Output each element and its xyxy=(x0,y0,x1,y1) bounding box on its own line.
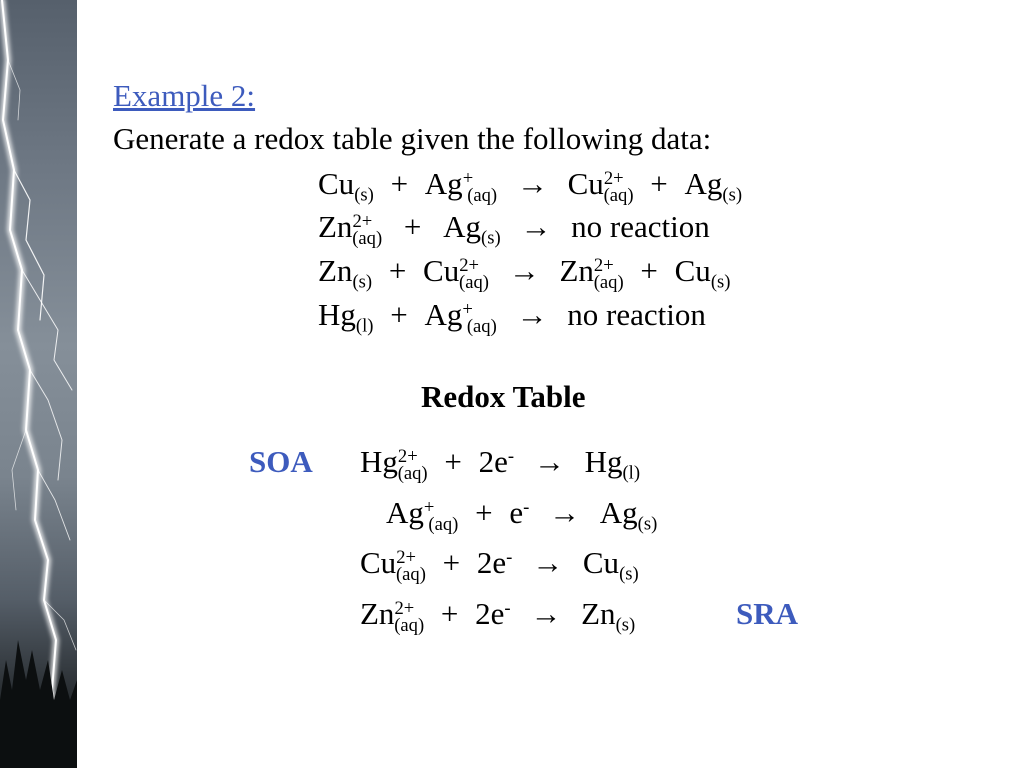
electrons: 2e- xyxy=(478,444,515,479)
soa-label: SOA xyxy=(249,444,313,479)
reaction-3 xyxy=(318,253,730,294)
redox-row-4 xyxy=(360,596,635,637)
oxidizing-agent: $Cu^{2+}_{(aq)}$ xyxy=(360,545,426,585)
reactant-2: $Ag^+_{(aq)}$ xyxy=(424,166,498,206)
arrow-icon: → xyxy=(533,444,565,479)
reaction-2 xyxy=(318,209,710,250)
reaction-1 xyxy=(318,166,742,207)
reducing-agent: $Ag_{(s)}$ xyxy=(599,495,658,535)
arrow-icon: → xyxy=(520,209,552,244)
reactant-1: $Zn_{(s)}$ xyxy=(318,253,373,293)
reactant-1: $Zn^{2+}_{(aq)}$ xyxy=(318,209,383,249)
redox-row-1 xyxy=(360,444,640,485)
plus-sign: + xyxy=(444,444,462,479)
lightning-image xyxy=(0,0,77,768)
product-1: $Cu^{2+}_{(aq)}$ xyxy=(567,166,634,206)
oxidizing-agent: $Ag^+_{(aq)}$ xyxy=(386,495,459,535)
product-2: $Cu_{(s)}$ xyxy=(674,253,731,293)
arrow-icon: → xyxy=(530,596,562,631)
reactant-1: $Hg_{(l)}$ xyxy=(318,297,374,337)
redox-table-title: Redox Table xyxy=(421,379,586,414)
redox-row-3 xyxy=(360,545,639,586)
arrow-icon: → xyxy=(516,297,548,332)
sra-label: SRA xyxy=(736,596,799,631)
product-1: $Zn^{2+}_{(aq)}$ xyxy=(559,253,624,293)
plus-sign: + xyxy=(390,166,409,201)
arrow-icon: → xyxy=(508,253,540,288)
no-reaction-text: no reaction xyxy=(571,209,710,244)
plus-sign: + xyxy=(390,297,408,332)
oxidizing-agent: $Zn^{2+}_{(aq)}$ xyxy=(360,596,425,636)
reducing-agent: $Cu_{(s)}$ xyxy=(582,545,639,585)
intro-text: Generate a redox table given the following data: xyxy=(113,121,712,156)
arrow-icon: → xyxy=(549,495,581,530)
lightning-bolt-icon xyxy=(0,0,77,768)
reducing-agent: $Hg_{(l)}$ xyxy=(584,444,641,484)
arrow-icon: → xyxy=(532,545,564,580)
reactant-2: $Ag^+_{(aq)}$ xyxy=(424,297,497,337)
plus-sign: + xyxy=(403,209,422,244)
reaction-4 xyxy=(318,297,706,338)
plus-sign: + xyxy=(440,596,459,631)
plus-sign: + xyxy=(640,253,658,288)
oxidizing-agent: $Hg^{2+}_{(aq)}$ xyxy=(360,444,428,484)
redox-row-2 xyxy=(386,495,657,536)
electrons: e- xyxy=(509,495,530,530)
electrons: 2e- xyxy=(475,596,511,631)
example-heading: Example 2: xyxy=(113,78,256,113)
reducing-agent: $Zn_{(s)}$ xyxy=(581,596,636,636)
no-reaction-text: no reaction xyxy=(567,297,706,332)
plus-sign: + xyxy=(442,545,461,580)
arrow-icon: → xyxy=(516,166,548,201)
product-2: $Ag_{(s)}$ xyxy=(684,166,743,206)
plus-sign: + xyxy=(475,495,493,530)
reactant-2: $Ag_{(s)}$ xyxy=(443,209,501,249)
reactant-1: $Cu_{(s)}$ xyxy=(318,166,374,206)
reactant-2: $Cu^{2+}_{(aq)}$ xyxy=(423,253,489,293)
plus-sign: + xyxy=(388,253,407,288)
plus-sign: + xyxy=(650,166,668,201)
electrons: 2e- xyxy=(476,545,513,580)
